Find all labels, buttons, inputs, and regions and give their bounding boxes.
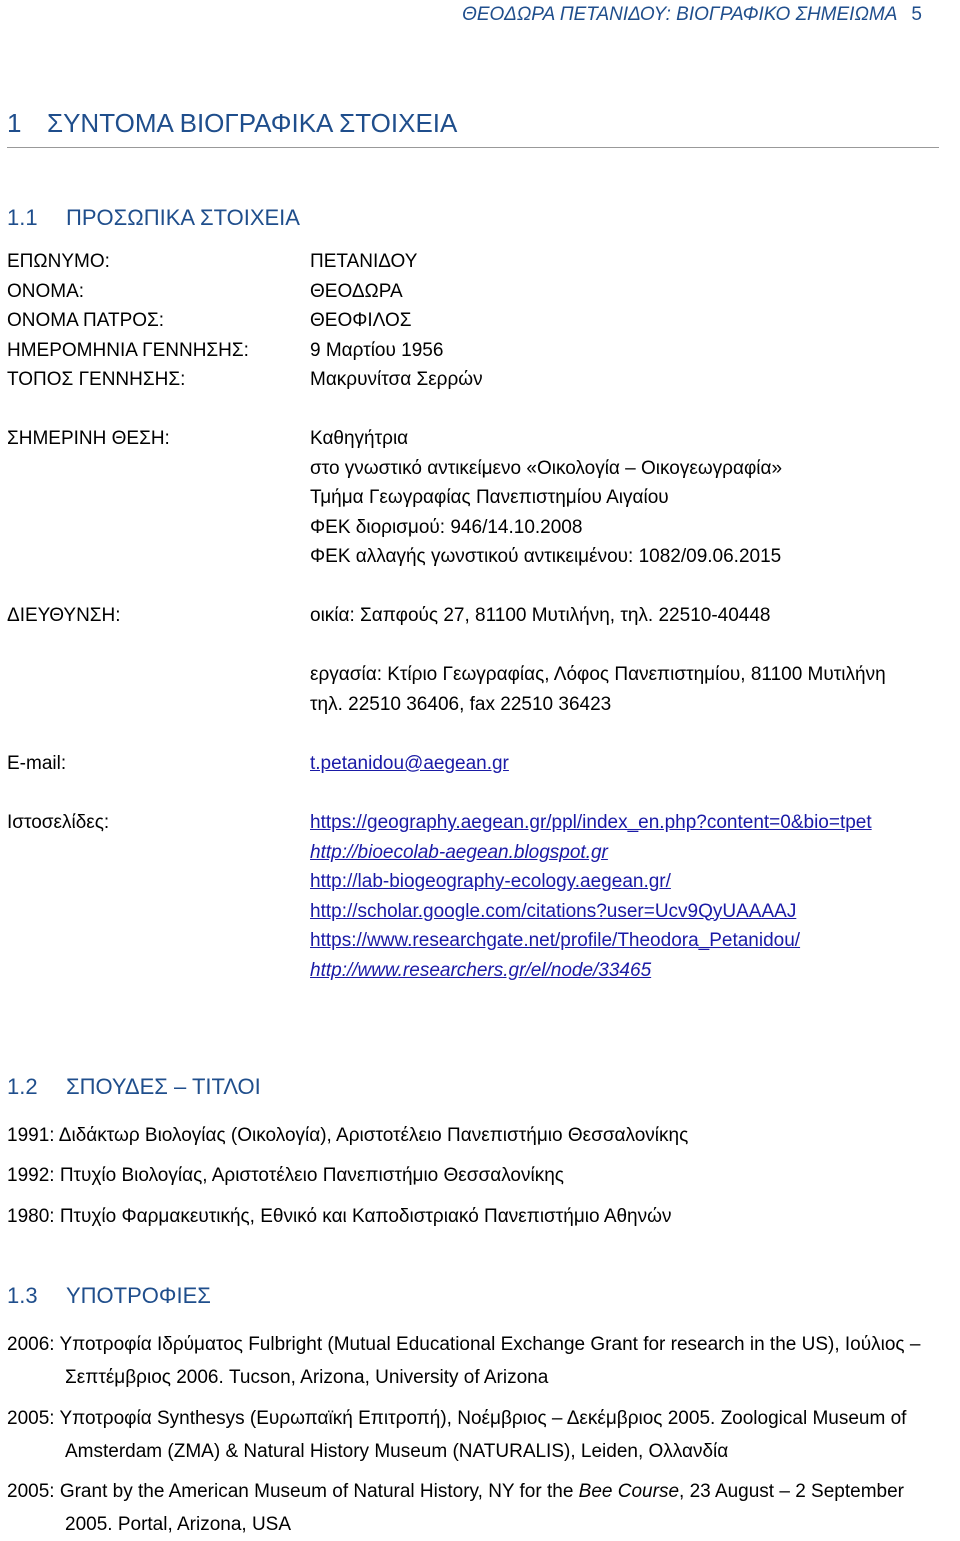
scholarship-line-part: 2005: Grant by the American Museum of Natural History, NY for the: [7, 1481, 579, 1502]
surname-value: ΠΕΤΑΝΙΔΟΥ: [310, 251, 418, 272]
section-number: 1: [7, 108, 22, 138]
work-address-line: εργασία: Κτίριο Γεωγραφίας, Λόφος Πανεπιστημίου, 81100 Μυτιλήνη: [310, 664, 886, 685]
position-label: ΣΗΜΕΡΙΝΗ ΘΕΣΗ:: [7, 428, 170, 449]
header-title: ΘΕΟΔΩΡΑ ΠΕΤΑΝΙΔΟΥ: ΒΙΟΓΡΑΦΙΚΟ ΣΗΜΕΙΩΜΑ: [462, 4, 898, 25]
birth-place-label: ΤΟΠΟΣ ΓΕΝΝΗΣΗΣ:: [7, 369, 186, 390]
heading-rule: [7, 147, 939, 148]
website-link[interactable]: http://lab-biogeography-ecology.aegean.gr/: [310, 871, 671, 892]
section-number: 1.3: [7, 1283, 38, 1308]
section-title: ΥΠΟΤΡΟΦΙΕΣ: [66, 1283, 211, 1308]
section-1-3-heading: [7, 1283, 211, 1309]
scholarship-item: [7, 1402, 957, 1468]
page-number: 5: [911, 4, 922, 25]
scholarship-course-name: Bee Course: [578, 1481, 680, 1502]
scholarship-line: 2006: Υποτροφία Ιδρύματος Fulbright (Mutual Educational Exchange Grant for research in the US), Ιούλιος –: [7, 1334, 921, 1355]
scholarship-item: [7, 1328, 957, 1394]
surname-label: ΕΠΩΝΥΜΟ:: [7, 251, 110, 272]
section-number: 1.1: [7, 205, 38, 230]
section-title: ΠΡΟΣΩΠΙΚΑ ΣΤΟΙΧΕΙΑ: [66, 205, 300, 230]
email-value: [310, 749, 509, 779]
position-line: στο γνωστικό αντικείμενο «Οικολογία – Οικογεωγραφία»: [310, 457, 783, 479]
section-1-2-heading: [7, 1074, 261, 1100]
section-title: ΣΥΝΤΟΜΑ ΒΙΟΓΡΑΦΙΚΑ ΣΤΟΙΧΕΙΑ: [47, 108, 458, 138]
father-name-value: ΘΕΟΦΙΛΟΣ: [310, 310, 412, 331]
study-item: 1991: Διδάκτωρ Βιολογίας (Οικολογία), Αριστοτέλειο Πανεπιστήμιο Θεσσαλονίκης: [7, 1125, 689, 1146]
website-link[interactable]: http://www.researchers.gr/el/node/33465: [310, 959, 652, 981]
section-1-heading: [7, 108, 937, 139]
birth-date-label: ΗΜΕΡΟΜΗΝΙΑ ΓΕΝΝΗΣΗΣ:: [7, 340, 249, 361]
email-label: E-mail:: [7, 753, 67, 774]
scholarship-item: [7, 1475, 957, 1541]
position-value: [310, 424, 782, 572]
work-address-line: τηλ. 22510 36406, fax 22510 36423: [310, 693, 612, 715]
position-line: Καθηγήτρια: [310, 428, 409, 449]
website-link[interactable]: http://bioecolab-aegean.blogspot.gr: [310, 841, 608, 863]
work-address: [310, 660, 886, 719]
website-list: [310, 808, 872, 985]
section-number: 1.2: [7, 1074, 38, 1099]
birth-place-value: Μακρυνίτσα Σερρών: [310, 369, 483, 390]
scholarship-line: Σεπτέμβριος 2006. Tucson, Arizona, University of Arizona: [65, 1367, 549, 1388]
birth-date-value: 9 Μαρτίου 1956: [310, 339, 444, 361]
website-link[interactable]: https://geography.aegean.gr/ppl/index_en.php?content=0&bio=tpet: [310, 812, 872, 833]
study-item: 1980: Πτυχίο Φαρμακευτικής, Εθνικό και Καποδιστριακό Πανεπιστήμιο Αθηνών: [7, 1206, 672, 1227]
name-value: ΘΕΟΔΩΡΑ: [310, 280, 403, 302]
personal-values: [310, 247, 483, 395]
email-link[interactable]: t.petanidou@aegean.gr: [310, 753, 509, 774]
section-1-1-heading: [7, 205, 300, 231]
name-label: ΟΝΟΜΑ:: [7, 281, 85, 302]
position-line: ΦΕΚ διορισμού: 946/14.10.2008: [310, 516, 583, 538]
scholarship-line: Amsterdam (ZMA) & Natural History Museum (NATURALIS), Leiden, Ολλανδία: [65, 1441, 729, 1462]
father-name-label: ΟΝΟΜΑ ΠΑΤΡΟΣ:: [7, 310, 165, 331]
address-label: ΔΙΕΥΘΥΝΣΗ:: [7, 605, 121, 626]
home-address: [310, 601, 771, 631]
running-header: [462, 4, 922, 26]
study-item: 1992: Πτυχίο Βιολογίας, Αριστοτέλειο Πανεπιστήμιο Θεσσαλονίκης: [7, 1165, 564, 1186]
section-title: ΣΠΟΥΔΕΣ – ΤΙΤΛΟΙ: [66, 1074, 261, 1099]
position-line: Τμήμα Γεωγραφίας Πανεπιστημίου Αιγαίου: [310, 487, 669, 508]
scholarship-line: 2005. Portal, Arizona, USA: [65, 1514, 292, 1535]
websites-label: Ιστοσελίδες:: [7, 812, 110, 833]
website-link[interactable]: https://www.researchgate.net/profile/Theodora_Petanidou/: [310, 930, 801, 951]
scholarship-line: 2005: Υποτροφία Synthesys (Ευρωπαϊκή Επιτροπή), Νοέμβριος – Δεκέμβριος 2005. Zoological Museum of: [7, 1408, 907, 1429]
position-line: ΦΕΚ αλλαγής γωνστικού αντικειμένου: 1082/09.06.2015: [310, 546, 782, 567]
website-link[interactable]: http://scholar.google.com/citations?user=Ucv9QyUAAAAJ: [310, 900, 797, 922]
scholarship-line-part: , 23 August – 2 September: [679, 1481, 905, 1502]
home-address-text: οικία: Σαπφούς 27, 81100 Μυτιλήνη, τηλ. 22510-40448: [310, 605, 771, 626]
